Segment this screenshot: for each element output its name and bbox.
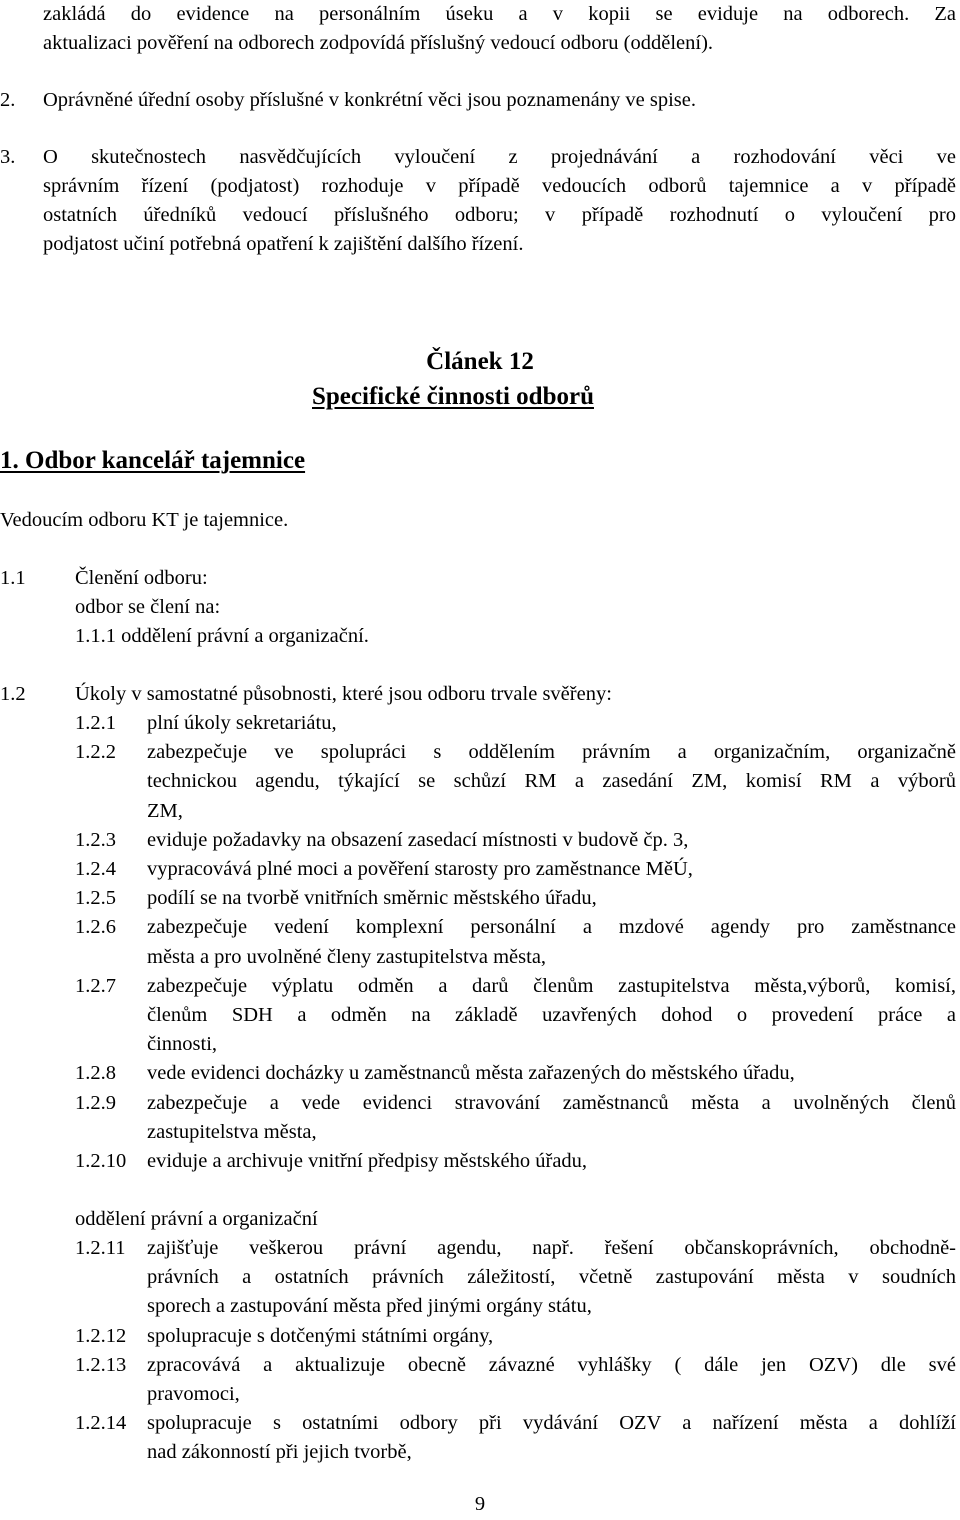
page-number: 9	[474, 1493, 486, 1515]
section-head-line: Vedoucím odboru KT je tajemnice.	[0, 509, 289, 531]
task-text-line: plní úkoly sekretariátu,	[147, 712, 337, 734]
task-text-line: města a pro uvolněné členy zastupitelstva města,	[147, 945, 547, 968]
task-text-line: vede evidenci docházky u zaměstnanců města zařazených do městského úřadu,	[147, 1062, 795, 1085]
task-number: 1.2.2	[75, 741, 116, 764]
task-text-line: členům SDH a odměn na základě uzavřených dohod o provedení práce a	[147, 1004, 956, 1026]
s11-line-2: odbor se člení na:	[75, 596, 221, 618]
intro-line-1: zakládá do evidence na personálním úseku a v kopii se eviduje na odborech. Za	[43, 3, 956, 25]
task-number: 1.2.1	[75, 712, 116, 734]
task-text-line: zpracovává a aktualizuje obecně závazné vyhlášky ( dále jen OZV) dle své	[147, 1353, 956, 1376]
task-text-line: spolupracuje s dotčenými státními orgány,	[147, 1324, 494, 1347]
task-number: 1.2.8	[75, 1062, 116, 1085]
task-text-line: pravomoci,	[147, 1383, 240, 1405]
article-subtitle: Specifické činnosti odborů	[312, 383, 594, 410]
task-number: 1.2.4	[75, 858, 116, 880]
item-3-line-3: ostatních úředníků vedoucí příslušného odboru; v případě rozhodnutí o vyloučení pro	[43, 204, 956, 226]
task-number: 1.2.10	[75, 1150, 127, 1172]
item-2-text: Oprávněné úřední osoby příslušné v konkrétní věci jsou poznamenány ve spise.	[43, 89, 696, 111]
task-number: 1.2.3	[75, 828, 116, 851]
item-3-line-1: O skutečnostech nasvědčujících vyloučení z projednávání a rozhodování věci ve	[43, 146, 956, 168]
task-number: 1.2.7	[75, 974, 116, 997]
section-heading	[0, 445, 305, 477]
subdept-title: oddělení právní a organizační	[75, 1208, 318, 1230]
task-text-line: ZM,	[147, 799, 183, 822]
task-number: 1.2.12	[75, 1324, 127, 1347]
task-text-line: zabezpečuje a vede evidenci stravování zaměstnanců města a uvolněných členů	[147, 1091, 956, 1114]
task-number: 1.2.11	[75, 1237, 126, 1259]
task-text-line: činnosti,	[147, 1033, 218, 1056]
item-3-number: 3.	[0, 146, 16, 168]
task-number: 1.2.13	[75, 1353, 127, 1376]
task-text-line: eviduje a archivuje vnitřní předpisy městského úřadu,	[147, 1150, 588, 1172]
task-text-line: sporech a zastupování města před jinými orgány státu,	[147, 1295, 592, 1318]
task-text-line: zastupitelstva města,	[147, 1120, 317, 1143]
s12-number: 1.2	[0, 683, 26, 705]
task-text-line: technickou agendu, týkající se schůzí RM a zasedání ZM, komisí RM a výborů	[147, 770, 956, 793]
s11-number: 1.1	[0, 567, 26, 589]
task-number: 1.2.14	[75, 1412, 127, 1435]
s12-title: Úkoly v samostatné působnosti, které jsou odboru trvale svěřeny:	[75, 683, 612, 705]
task-text-line: zabezpečuje ve spolupráci s oddělením právním a organizačním, organizačně	[147, 741, 956, 764]
task-text-line: spolupracuje s ostatními odbory při vydávání OZV a nařízení města a dohlíží	[147, 1412, 956, 1435]
item-2-number: 2.	[0, 89, 16, 111]
s111-text: 1.1.1 oddělení právní a organizační.	[75, 625, 369, 647]
task-text-line: eviduje požadavky na obsazení zasedací místnosti v budově čp. 3,	[147, 828, 689, 851]
task-text-line: zabezpečuje výplatu odměn a darů členům zastupitelstva města,výborů, komisí,	[147, 974, 956, 997]
task-text-line: zabezpečuje vedení komplexní personální a mzdové agendy pro zaměstnance	[147, 916, 956, 939]
task-text-line: nad zákonností při jejich tvorbě,	[147, 1441, 412, 1464]
task-number: 1.2.9	[75, 1091, 116, 1114]
item-3-line-2: správním řízení (podjatost) rozhoduje v případě vedoucích odborů tajemnice a v případě	[43, 175, 956, 197]
article-title: Článek 12	[426, 348, 534, 375]
s11-title: Členění odboru:	[75, 567, 208, 589]
task-number: 1.2.6	[75, 916, 116, 939]
task-number: 1.2.5	[75, 887, 116, 910]
task-text-line: zajišťuje veškerou právní agendu, např. řešení občanskoprávních, obchodně-	[147, 1237, 956, 1259]
item-3-line-4: podjatost učiní potřebná opatření k zajištění dalšího řízení.	[43, 233, 524, 255]
intro-line-2: aktualizaci pověření na odborech zodpovídá příslušný vedoucí odboru (oddělení).	[43, 32, 714, 54]
task-text-line: podílí se na tvorbě vnitřních směrnic městského úřadu,	[147, 887, 597, 910]
task-text-line: právních a ostatních právních záležitostí, včetně zastupování města v soudních	[147, 1266, 956, 1289]
section-heading-text: 1. Odbor kancelář tajemnice	[0, 447, 306, 474]
task-text-line: vypracovává plné moci a pověření starosty pro zaměstnance MěÚ,	[147, 858, 693, 880]
